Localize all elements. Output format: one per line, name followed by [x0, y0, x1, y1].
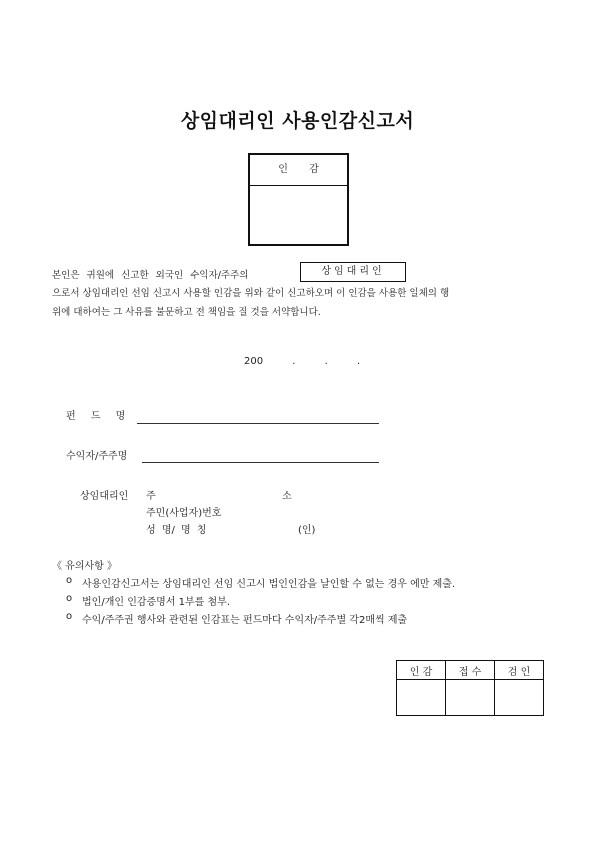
receipt-cell-inspected[interactable] [495, 680, 544, 716]
receipt-cell-received[interactable] [446, 680, 495, 716]
fund-name-label: 펀 드 명 [66, 411, 126, 422]
agent-seal-mark: (인) [298, 525, 316, 536]
fund-name-input-line[interactable] [137, 423, 379, 424]
seal-box [248, 153, 349, 246]
declaration-line-3: 위에 대하여는 그 사유를 불문하고 전 책임을 질 것을 서약합니다. [52, 307, 321, 318]
beneficiary-name-input-line[interactable] [142, 462, 379, 463]
declaration-line-1: 본인은 귀원에 신고한 외국인 수익자/주주의 [52, 270, 249, 281]
agent-id-label: 주민(사업자)번호 [146, 508, 222, 519]
agent-name-label: 성 명/ 명 칭 [146, 525, 207, 536]
note-item: 법인/개인 인감증명서 1부를 첨부. [82, 597, 231, 608]
seal-stamp-area[interactable] [250, 186, 347, 244]
document-title: 상임대리인 사용인감신고서 [180, 110, 415, 132]
beneficiary-name-label: 수익자/주주명 [66, 451, 128, 462]
receipt-table [396, 660, 544, 716]
note-bullet: o [66, 575, 73, 586]
note-bullet: o [66, 593, 73, 604]
note-item: 사용인감신고서는 상임대리인 선임 신고시 법인인감을 날인할 수 없는 경우 에만 제출. [82, 579, 456, 590]
note-bullet: o [66, 611, 73, 622]
note-item: 수익/주주권 행사와 관련된 인감표는 펀드마다 수익자/주주별 각2매씩 제출 [82, 615, 408, 626]
date-line: 200 . . . [244, 356, 361, 367]
agent-name-box: 상임대리인 [300, 262, 406, 282]
receipt-header-seal: 인 감 [397, 661, 446, 680]
seal-box-header: 인 감 [250, 155, 347, 186]
receipt-header-inspected: 검 인 [495, 661, 544, 680]
notes-heading: 《 유의사항 》 [52, 561, 117, 572]
receipt-cell-seal[interactable] [397, 680, 446, 716]
agent-label: 상임대리인 [80, 491, 129, 502]
receipt-header-received: 접 수 [446, 661, 495, 680]
declaration-line-2: 으로서 상임대리인 선임 신고시 사용할 인감을 위와 같이 신고하오며 이 인감을 사용한 일체의 행 [52, 288, 450, 299]
agent-address-label: 주 소 [146, 491, 292, 502]
